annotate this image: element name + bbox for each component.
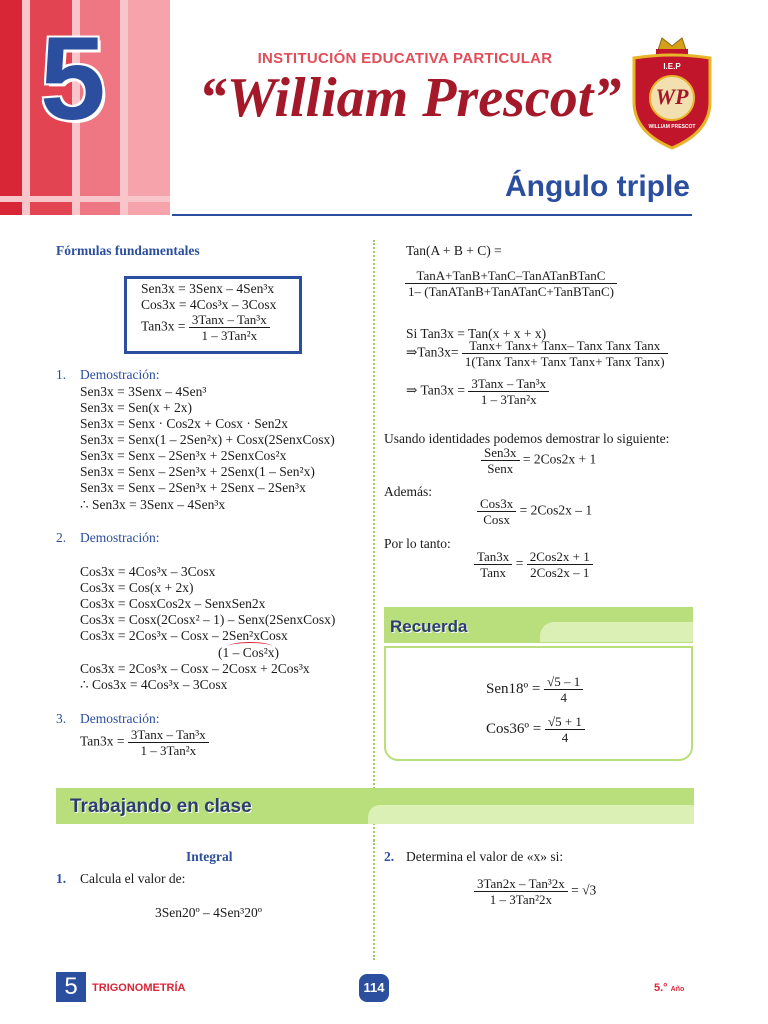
footer-subject: TRIGONOMETRÍA <box>92 982 186 994</box>
demo1-line: Sen3x = Senx – 2Sen³x + 2SenxCos²x <box>80 448 287 463</box>
identity-3 <box>474 549 593 580</box>
header-stripe <box>120 0 128 215</box>
box-tan-den: 1 – 3Tan²x <box>201 328 258 343</box>
result-num: 3Tanx – Tan³x <box>468 376 549 392</box>
si-line: Si Tan3x = Tan(x + x + x) <box>406 326 547 341</box>
problem2-formula <box>474 876 596 907</box>
cos36-den: 4 <box>561 730 569 745</box>
identity-3-rnum: 2Cos2x + 1 <box>527 549 593 565</box>
header-stripe <box>128 0 170 215</box>
usando-text: Usando identidades podemos demostrar lo siguiente: <box>384 431 670 446</box>
identity-3-num: Tan3x <box>474 549 512 565</box>
sen18-num: √5 – 1 <box>544 674 583 690</box>
title-underline <box>172 214 692 216</box>
tan-sum-num: TanA+TanB+TanC–TanATanBTanC <box>405 268 617 284</box>
school-name: “William Prescot” <box>198 67 622 129</box>
header-stripe <box>0 0 22 215</box>
integral-label: Integral <box>186 849 233 864</box>
demo3-number: 3. <box>56 711 67 726</box>
demo1-line: Sen3x = Sen(x + 2x) <box>80 400 192 415</box>
tan-sum-frac <box>405 268 617 299</box>
problem1-number: 1. <box>56 871 67 886</box>
problem2-frac <box>474 876 568 907</box>
cos36-label: Cos36º = <box>486 720 542 737</box>
demo2-line: Cos3x = 2Cos³x – Cosx – 2Sen²xCosx <box>80 628 288 643</box>
identity-3-eq: = <box>515 555 524 571</box>
problem2-num: 3Tan2x – Tan³2x <box>474 876 568 892</box>
box-tan-prefix: Tan3x = <box>141 318 186 334</box>
demo2-substitution: (1 – Cos²x) <box>218 645 280 660</box>
demo1-line: Sen3x = Senx · Cos2x + Cosx · Sen2x <box>80 416 288 431</box>
institution-label: INSTITUCIÓN EDUCATIVA PARTICULAR <box>257 50 553 67</box>
tan-sum-fraction <box>405 268 617 299</box>
footer-grade <box>654 980 684 998</box>
identity-1-den: Senx <box>487 461 514 476</box>
footer-grade-suffix: Año <box>670 986 685 993</box>
box-formula-sen: Sen3x = 3Senx – 4Sen³x <box>141 281 275 296</box>
problem2-rhs: = √3 <box>571 882 597 898</box>
identity-3-frac <box>474 549 512 580</box>
demo1-line: Sen3x = Senx – 2Sen³x + 2Senx – 2Sen³x <box>80 480 306 495</box>
demo3-num: 3Tanx – Tan³x <box>128 727 209 743</box>
demo1-line: ∴ Sen3x = 3Senx – 4Sen³x <box>80 497 226 512</box>
demo3-fraction <box>128 727 209 758</box>
demo2-line: Cos3x = 4Cos³x – 3Cosx <box>80 564 216 579</box>
problem2-den: 1 – 3Tan²2x <box>489 892 552 907</box>
tan-sum-label: Tan(A + B + C) = <box>406 243 502 258</box>
logo-top-text: I.E.P <box>663 62 681 71</box>
demo2-line: ∴ Cos3x = 4Cos³x – 3Cosx <box>80 677 228 692</box>
demo3-title: Demostración: <box>80 711 160 726</box>
unit-number: 5 <box>40 13 106 145</box>
identity-2-den: Cosx <box>483 512 510 527</box>
sen18-den: 4 <box>560 690 567 705</box>
sen18-frac <box>544 674 583 705</box>
implies-line <box>406 338 668 369</box>
problem1-text: Calcula el valor de: <box>80 871 186 886</box>
implies-frac <box>462 338 668 369</box>
result-frac <box>468 376 549 407</box>
identity-2-rhs: = 2Cos2x – 1 <box>519 502 593 518</box>
problem1-expr: 3Sen20º – 4Sen³20º <box>155 905 262 920</box>
logo-bottom-text: WILLIAM PRESCOT <box>648 124 696 130</box>
implies-prefix: ⇒Tan3x= <box>406 344 459 360</box>
ademas-text: Además: <box>384 484 432 499</box>
recuerda-band-light <box>540 622 693 642</box>
problem2-number: 2. <box>384 849 395 864</box>
sen18-formula <box>486 674 583 705</box>
demo3-prefix: Tan3x = <box>80 733 125 749</box>
identity-3-rden: 2Cos2x – 1 <box>530 565 590 580</box>
column-divider-lower <box>373 840 375 960</box>
demo1-line: Sen3x = Senx(1 – 2Sen²x) + Cosx(2SenxCosx) <box>80 432 335 447</box>
cos36-frac <box>545 714 585 745</box>
demo2-line: Cos3x = Cos(x + 2x) <box>80 580 194 595</box>
section-title: Fórmulas fundamentales <box>56 243 200 258</box>
sen18-label: Sen18º = <box>486 680 541 697</box>
box-formula-tan <box>141 312 270 343</box>
identity-3-rhs-frac <box>527 549 593 580</box>
clase-band-light <box>368 805 694 824</box>
identity-2 <box>477 496 592 527</box>
footer-grade-number: 5.° <box>654 982 668 994</box>
header-stripe <box>22 0 30 215</box>
header-stripe-base <box>0 196 170 202</box>
cos36-formula <box>486 714 585 745</box>
identity-1-num: Sen3x <box>481 445 520 461</box>
identity-1-frac <box>481 445 520 476</box>
demo1-line: Sen3x = 3Senx – 4Sen³ <box>80 384 207 399</box>
cos36-num: √5 + 1 <box>545 714 585 730</box>
recuerda-title: Recuerda <box>390 617 468 636</box>
result-prefix: ⇒ Tan3x = <box>406 382 465 398</box>
demo1-number: 1. <box>56 367 67 382</box>
demo3-den: 1 – 3Tan²x <box>140 743 197 758</box>
result-den: 1 – 3Tan²x <box>480 392 537 407</box>
result-line <box>406 376 549 407</box>
footer-unit: 5 <box>56 972 86 1002</box>
implies-num: Tanx+ Tanx+ Tanx– Tanx Tanx Tanx <box>462 338 668 354</box>
identity-2-frac <box>477 496 516 527</box>
page-title: Ángulo triple <box>505 170 690 203</box>
identity-1 <box>481 445 596 476</box>
tan-sum-den: 1– (TanATanB+TanATanC+TanBTanC) <box>408 284 614 299</box>
demo2-line: Cos3x = Cosx(2Cosx² – 1) – Senx(2SenxCosx) <box>80 612 336 627</box>
demo2-number: 2. <box>56 530 67 545</box>
box-tan-fraction <box>189 312 270 343</box>
identity-2-num: Cos3x <box>477 496 516 512</box>
identity-1-rhs: = 2Cos2x + 1 <box>522 451 597 467</box>
demo1-title: Demostración: <box>80 367 160 382</box>
problem2-text: Determina el valor de «x» si: <box>406 849 564 864</box>
porlotanto-text: Por lo tanto: <box>384 536 451 551</box>
clase-title: Trabajando en clase <box>70 796 252 817</box>
school-logo <box>630 36 714 150</box>
box-formula-cos: Cos3x = 4Cos³x – 3Cosx <box>141 297 277 312</box>
implies-den: 1(Tanx Tanx+ Tanx Tanx+ Tanx Tanx) <box>464 354 665 369</box>
demo2-title: Demostración: <box>80 530 160 545</box>
footer-page: 114 <box>359 974 389 1002</box>
identity-3-den: Tanx <box>480 565 507 580</box>
demo2-line: Cos3x = 2Cos³x – Cosx – 2Cosx + 2Cos³x <box>80 661 310 676</box>
demo1-line: Sen3x = Senx – 2Sen³x + 2Senx(1 – Sen²x) <box>80 464 315 479</box>
demo2-line: Cos3x = CosxCos2x – SenxSen2x <box>80 596 266 611</box>
logo-monogram: WP <box>655 84 689 109</box>
box-tan-num: 3Tanx – Tan³x <box>189 312 270 328</box>
demo3-formula <box>80 727 209 758</box>
